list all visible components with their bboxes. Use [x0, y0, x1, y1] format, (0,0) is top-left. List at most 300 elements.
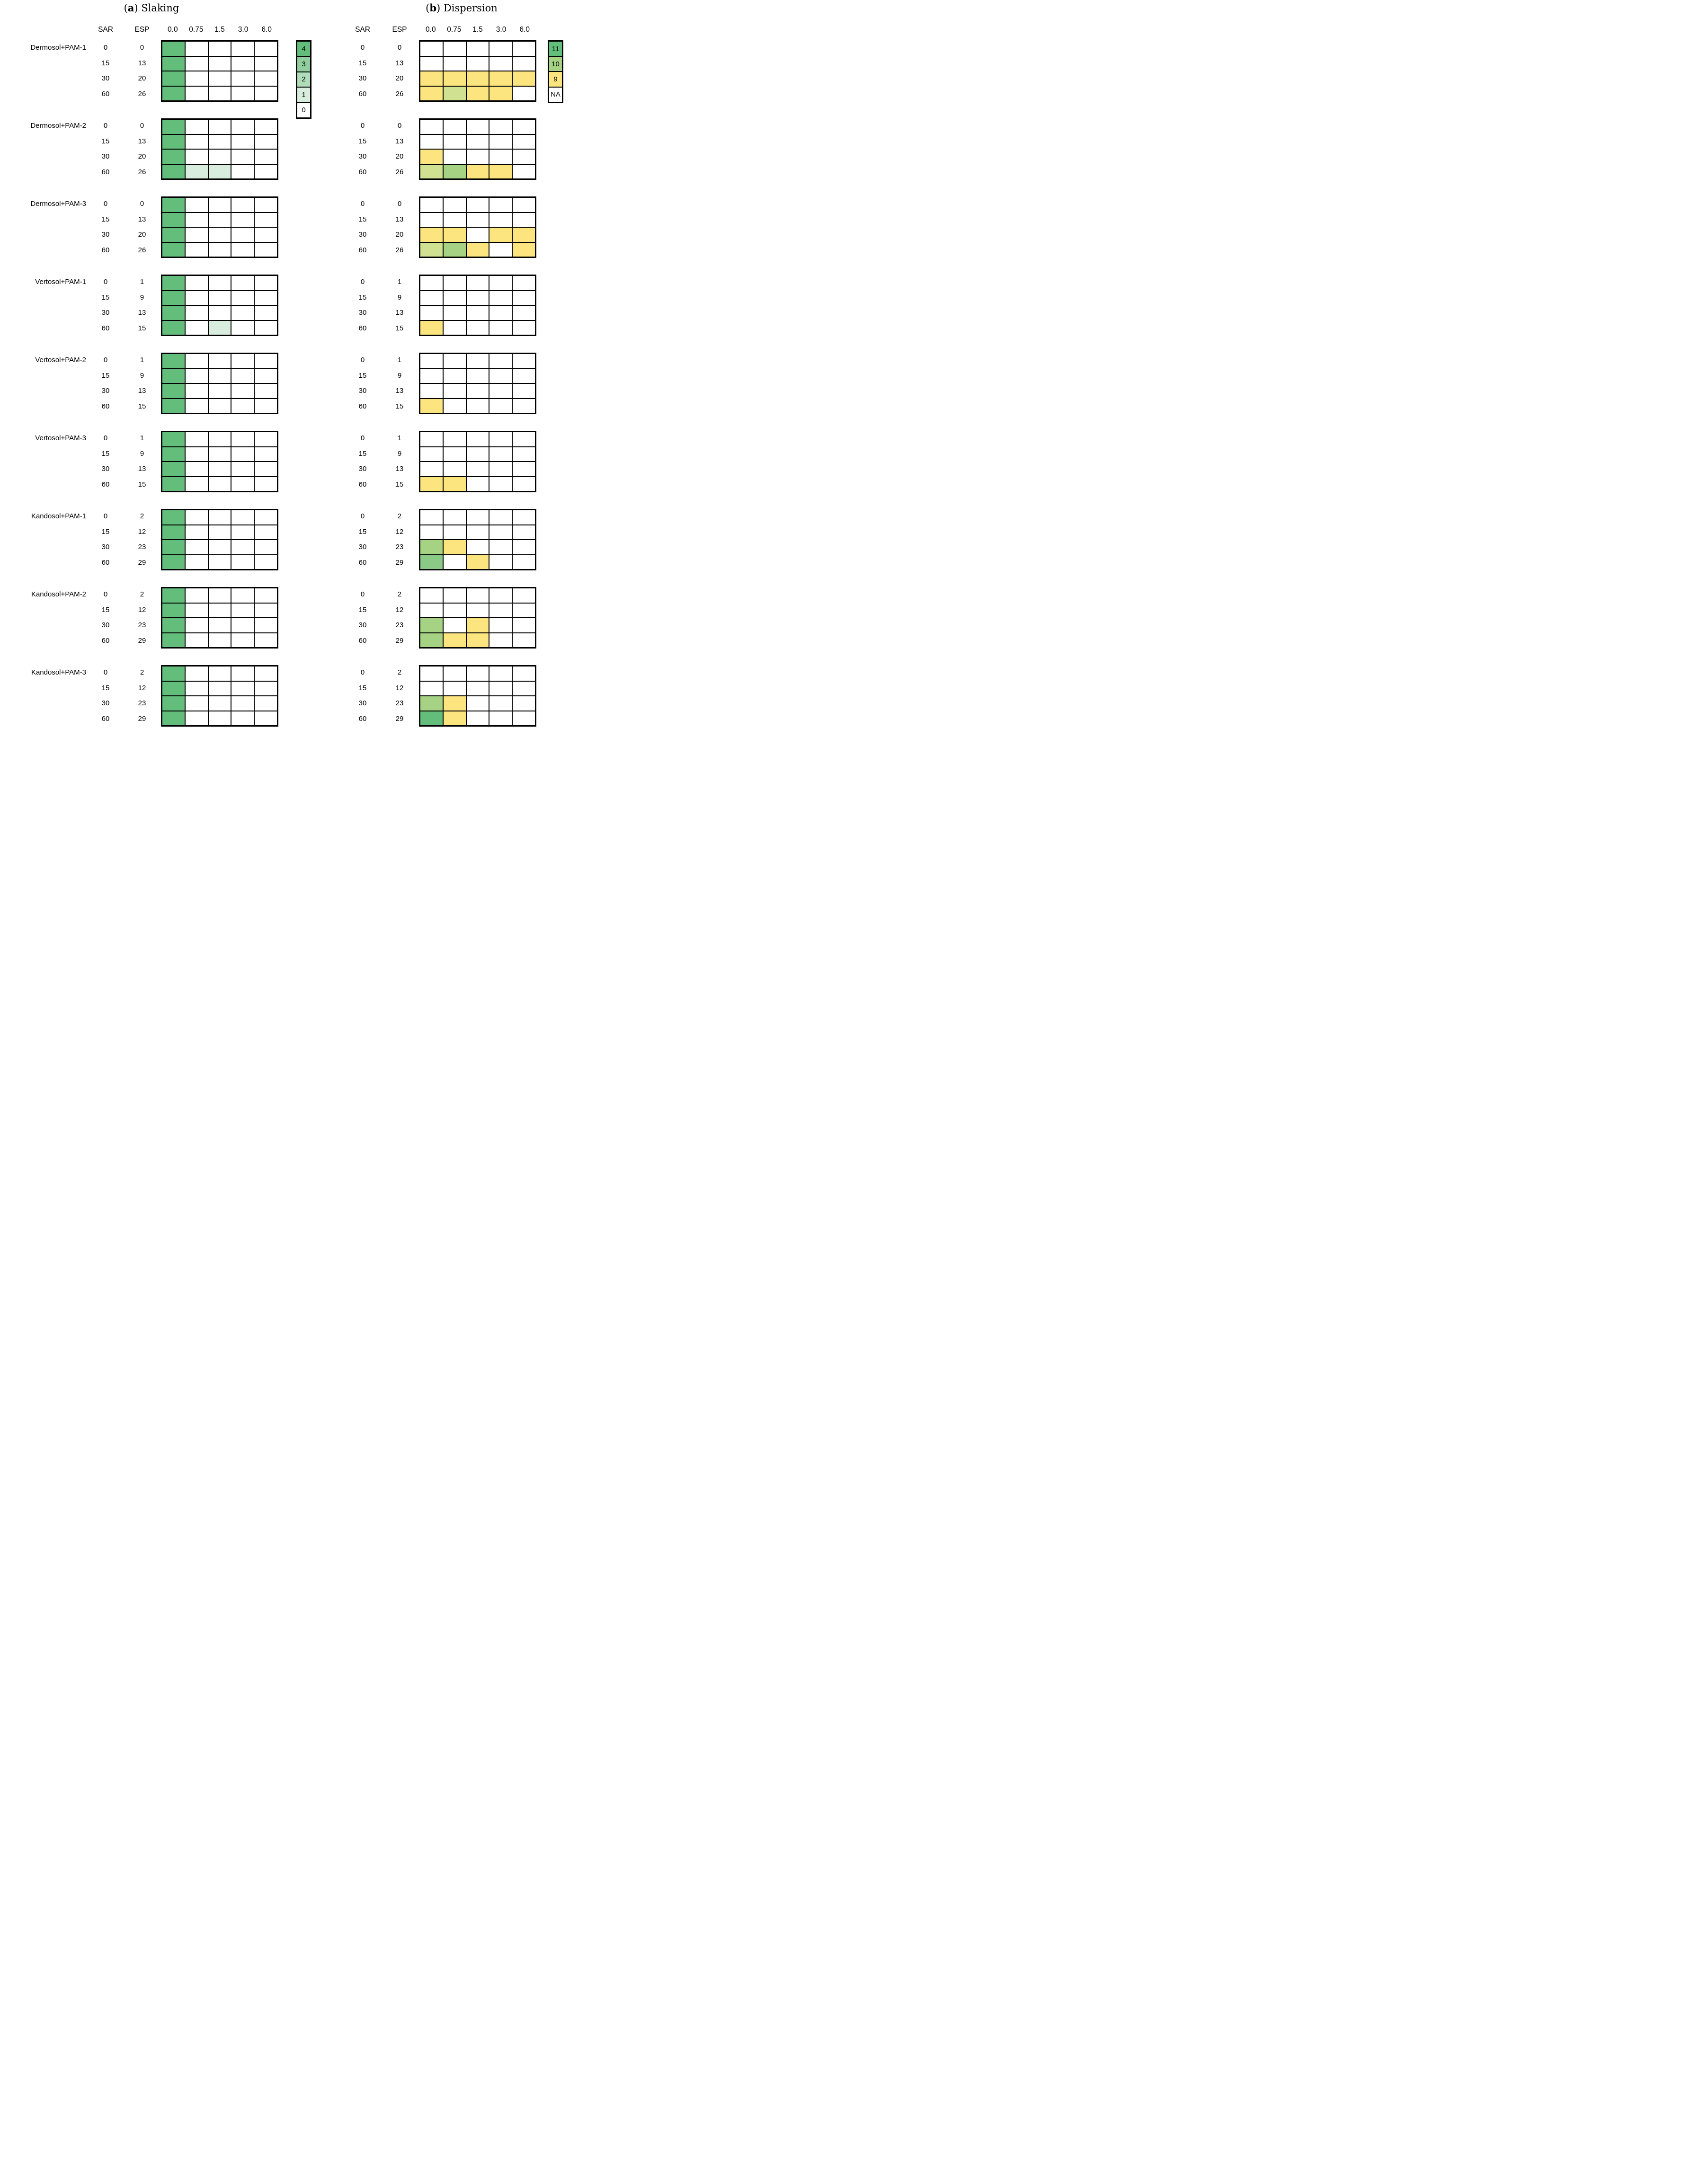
dispersion-esp-value: 1: [397, 434, 402, 442]
dispersion-esp-value: 0: [397, 200, 402, 208]
dispersion-esp-value: 26: [395, 89, 404, 98]
dispersion-esp-value: 0: [397, 44, 402, 52]
dispersion-esp-value: 13: [395, 137, 404, 145]
dispersion-cell: [489, 510, 512, 524]
slaking-cell: [162, 354, 185, 368]
dispersion-cell: [467, 604, 489, 618]
slaking-cell: [186, 666, 208, 681]
slaking-cell: [209, 150, 231, 164]
slaking-cell: [231, 462, 254, 476]
slaking-cell: [255, 57, 277, 71]
dispersion-esp-value: 29: [395, 636, 404, 645]
dispersion-sar-value: 15: [358, 684, 367, 692]
dispersion-cell: [444, 135, 466, 149]
slaking-legend-cell: 3: [297, 57, 310, 71]
dispersion-cell: [513, 321, 535, 335]
slaking-sar-value: 60: [101, 168, 110, 176]
dispersion-cell: [420, 291, 443, 305]
slaking-esp-value: 0: [140, 44, 144, 52]
dispersion-cell: [513, 399, 535, 413]
dispersion-sar-value: 30: [358, 309, 367, 317]
group-label: Dermosol+PAM-1: [30, 44, 86, 52]
dispersion-cell: [467, 42, 489, 56]
slaking-esp-value: 13: [138, 387, 146, 395]
slaking-esp-value: 2: [140, 512, 144, 520]
dispersion-cell: [467, 120, 489, 134]
slaking-cell: [209, 369, 231, 383]
dispersion-cell: [420, 384, 443, 398]
dispersion-cell: [513, 666, 535, 681]
slaking-cell: [255, 369, 277, 383]
slaking-cell: [231, 555, 254, 569]
dispersion-sar-value: 15: [358, 293, 367, 302]
slaking-cell: [186, 510, 208, 524]
slaking-cell: [209, 555, 231, 569]
dispersion-sar-value: 0: [360, 200, 365, 208]
dispersion-cell: [489, 276, 512, 290]
slaking-cell: [255, 432, 277, 446]
dispersion-grid: [419, 40, 536, 102]
dispersion-cell: [513, 369, 535, 383]
slaking-esp-value: 13: [138, 215, 146, 223]
dispersion-esp-value: 26: [395, 246, 404, 254]
slaking-cell: [162, 588, 185, 603]
dispersion-rate-header: 6.0: [519, 26, 530, 34]
dispersion-cell: [420, 604, 443, 618]
slaking-sar-value: 15: [101, 684, 110, 692]
slaking-sar-value: 60: [101, 402, 110, 410]
slaking-esp-value: 13: [138, 59, 146, 67]
slaking-esp-value: 9: [140, 449, 144, 458]
slaking-cell: [255, 384, 277, 398]
dispersion-esp-value: 9: [397, 371, 402, 380]
dispersion-cell: [467, 369, 489, 383]
dispersion-esp-header: ESP: [392, 26, 407, 34]
slaking-cell: [162, 633, 185, 648]
slaking-cell: [162, 243, 185, 257]
slaking-esp-value: 2: [140, 590, 144, 598]
slaking-cell: [255, 588, 277, 603]
dispersion-cell: [467, 588, 489, 603]
dispersion-sar-value: 30: [358, 74, 367, 82]
slaking-cell: [209, 696, 231, 711]
dispersion-sar-value: 30: [358, 699, 367, 707]
dispersion-cell: [489, 150, 512, 164]
dispersion-cell: [420, 150, 443, 164]
dispersion-cell: [444, 555, 466, 569]
dispersion-esp-value: 1: [397, 278, 402, 286]
slaking-grid: [161, 431, 278, 492]
dispersion-cell: [444, 618, 466, 632]
slaking-grid: [161, 275, 278, 336]
slaking-sar-value: 30: [101, 699, 110, 707]
slaking-sar-value: 60: [101, 636, 110, 645]
slaking-cell: [231, 510, 254, 524]
slaking-sar-value: 60: [101, 89, 110, 98]
slaking-cell: [186, 354, 208, 368]
slaking-cell: [255, 213, 277, 227]
dispersion-cell: [420, 42, 443, 56]
slaking-cell: [186, 540, 208, 554]
slaking-sar-value: 30: [101, 543, 110, 551]
dispersion-cell: [513, 477, 535, 491]
slaking-grid: [161, 665, 278, 727]
slaking-cell: [231, 711, 254, 726]
slaking-sar-value: 15: [101, 215, 110, 223]
dispersion-cell: [444, 711, 466, 726]
slaking-cell: [255, 321, 277, 335]
slaking-grid: [161, 118, 278, 180]
dispersion-sar-value: 30: [358, 621, 367, 629]
slaking-cell: [162, 618, 185, 632]
dispersion-cell: [489, 369, 512, 383]
dispersion-cell: [513, 633, 535, 648]
dispersion-rate-header: 0.75: [447, 26, 462, 34]
slaking-sar-value: 15: [101, 449, 110, 458]
slaking-cell: [255, 525, 277, 540]
slaking-cell: [255, 618, 277, 632]
dispersion-cell: [444, 604, 466, 618]
slaking-cell: [231, 604, 254, 618]
dispersion-cell: [420, 510, 443, 524]
dispersion-cell: [513, 711, 535, 726]
slaking-cell: [162, 510, 185, 524]
slaking-esp-value: 29: [138, 714, 146, 723]
slaking-cell: [231, 71, 254, 86]
slaking-cell: [162, 711, 185, 726]
dispersion-cell: [444, 165, 466, 179]
dispersion-cell: [489, 165, 512, 179]
slaking-grid: [161, 509, 278, 570]
dispersion-cell: [420, 711, 443, 726]
dispersion-cell: [420, 682, 443, 696]
slaking-cell: [231, 447, 254, 462]
dispersion-cell: [489, 447, 512, 462]
slaking-sar-value: 15: [101, 605, 110, 614]
slaking-cell: [162, 57, 185, 71]
slaking-cell: [255, 477, 277, 491]
slaking-cell: [255, 150, 277, 164]
dispersion-esp-value: 15: [395, 324, 404, 332]
slaking-cell: [186, 228, 208, 242]
dispersion-cell: [420, 228, 443, 242]
dispersion-cell: [513, 682, 535, 696]
slaking-cell: [209, 477, 231, 491]
dispersion-cell: [420, 243, 443, 257]
slaking-cell: [255, 198, 277, 212]
slaking-cell: [186, 198, 208, 212]
dispersion-cell: [444, 447, 466, 462]
slaking-cell: [186, 369, 208, 383]
slaking-cell: [255, 462, 277, 476]
dispersion-cell: [513, 432, 535, 446]
dispersion-sar-value: 30: [358, 152, 367, 160]
dispersion-cell: [444, 682, 466, 696]
dispersion-cell: [444, 477, 466, 491]
dispersion-rate-header: 0.0: [426, 26, 436, 34]
dispersion-cell: [489, 633, 512, 648]
dispersion-sar-value: 15: [358, 59, 367, 67]
slaking-cell: [231, 666, 254, 681]
dispersion-cell: [467, 711, 489, 726]
slaking-legend: [296, 40, 311, 119]
dispersion-cell: [444, 228, 466, 242]
slaking-cell: [231, 696, 254, 711]
dispersion-cell: [489, 399, 512, 413]
dispersion-cell: [489, 432, 512, 446]
slaking-cell: [209, 525, 231, 540]
dispersion-esp-value: 1: [397, 356, 402, 364]
dispersion-cell: [420, 432, 443, 446]
dispersion-cell: [489, 135, 512, 149]
slaking-rate-header: 0.75: [189, 26, 204, 34]
dispersion-cell: [513, 71, 535, 86]
slaking-cell: [186, 276, 208, 290]
slaking-cell: [255, 604, 277, 618]
dispersion-cell: [420, 213, 443, 227]
dispersion-legend: [548, 40, 563, 103]
slaking-cell: [255, 666, 277, 681]
dispersion-esp-value: 13: [395, 465, 404, 473]
dispersion-cell: [489, 228, 512, 242]
dispersion-esp-value: 2: [397, 512, 402, 520]
slaking-cell: [209, 243, 231, 257]
slaking-cell: [209, 666, 231, 681]
dispersion-cell: [444, 696, 466, 711]
panel-a-title: [124, 2, 179, 14]
dispersion-cell: [467, 618, 489, 632]
dispersion-cell: [420, 120, 443, 134]
slaking-cell: [162, 291, 185, 305]
slaking-cell: [162, 666, 185, 681]
dispersion-cell: [444, 540, 466, 554]
slaking-cell: [231, 321, 254, 335]
dispersion-cell: [489, 618, 512, 632]
slaking-cell: [162, 682, 185, 696]
slaking-sar-value: 0: [103, 278, 108, 286]
dispersion-cell: [444, 588, 466, 603]
slaking-cell: [231, 354, 254, 368]
dispersion-cell: [467, 198, 489, 212]
dispersion-esp-value: 12: [395, 527, 404, 536]
slaking-cell: [209, 321, 231, 335]
dispersion-cell: [467, 321, 489, 335]
dispersion-cell: [467, 696, 489, 711]
slaking-cell: [162, 555, 185, 569]
dispersion-cell: [467, 228, 489, 242]
slaking-cell: [162, 165, 185, 179]
dispersion-grid: [419, 118, 536, 180]
slaking-cell: [162, 447, 185, 462]
dispersion-cell: [444, 384, 466, 398]
slaking-cell: [209, 135, 231, 149]
slaking-cell: [231, 682, 254, 696]
slaking-esp-value: 26: [138, 246, 146, 254]
group-label: Kandosol+PAM-3: [31, 668, 86, 676]
dispersion-sar-value: 15: [358, 137, 367, 145]
slaking-cell: [209, 165, 231, 179]
dispersion-grid: [419, 587, 536, 649]
dispersion-cell: [467, 165, 489, 179]
dispersion-sar-value: 0: [360, 512, 365, 520]
slaking-cell: [186, 120, 208, 134]
slaking-cell: [186, 213, 208, 227]
dispersion-sar-value: 0: [360, 668, 365, 676]
dispersion-legend-cell: 11: [549, 42, 562, 56]
dispersion-esp-value: 20: [395, 74, 404, 82]
slaking-cell: [231, 432, 254, 446]
slaking-esp-value: 9: [140, 293, 144, 302]
slaking-sar-value: 30: [101, 621, 110, 629]
dispersion-esp-value: 9: [397, 293, 402, 302]
dispersion-cell: [467, 447, 489, 462]
dispersion-sar-value: 30: [358, 543, 367, 551]
slaking-cell: [231, 243, 254, 257]
slaking-cell: [186, 711, 208, 726]
slaking-cell: [255, 120, 277, 134]
dispersion-sar-value: 15: [358, 215, 367, 223]
slaking-sar-value: 0: [103, 200, 108, 208]
slaking-sar-value: 0: [103, 434, 108, 442]
slaking-cell: [162, 604, 185, 618]
slaking-cell: [186, 588, 208, 603]
dispersion-cell: [420, 135, 443, 149]
slaking-esp-value: 29: [138, 636, 146, 645]
slaking-cell: [231, 540, 254, 554]
dispersion-cell: [513, 57, 535, 71]
slaking-cell: [186, 135, 208, 149]
dispersion-sar-value: 0: [360, 434, 365, 442]
slaking-cell: [231, 618, 254, 632]
slaking-esp-value: 12: [138, 605, 146, 614]
dispersion-sar-value: 30: [358, 387, 367, 395]
slaking-cell: [162, 525, 185, 540]
dispersion-cell: [489, 120, 512, 134]
group-label: Vertosol+PAM-2: [35, 356, 86, 364]
dispersion-cell: [489, 42, 512, 56]
slaking-cell: [231, 477, 254, 491]
slaking-esp-value: 23: [138, 699, 146, 707]
dispersion-cell: [489, 306, 512, 320]
slaking-cell: [162, 87, 185, 101]
dispersion-cell: [420, 477, 443, 491]
slaking-cell: [255, 447, 277, 462]
slaking-cell: [186, 447, 208, 462]
group-label: Dermosol+PAM-2: [30, 122, 86, 130]
dispersion-sar-value: 60: [358, 246, 367, 254]
dispersion-esp-value: 23: [395, 699, 404, 707]
slaking-cell: [162, 462, 185, 476]
dispersion-cell: [444, 432, 466, 446]
dispersion-cell: [420, 633, 443, 648]
slaking-cell: [255, 42, 277, 56]
slaking-cell: [209, 87, 231, 101]
slaking-cell: [255, 555, 277, 569]
dispersion-sar-value: 0: [360, 44, 365, 52]
slaking-sar-value: 60: [101, 558, 110, 567]
dispersion-cell: [444, 291, 466, 305]
slaking-cell: [186, 633, 208, 648]
dispersion-cell: [420, 369, 443, 383]
slaking-esp-value: 15: [138, 480, 146, 489]
dispersion-grid: [419, 275, 536, 336]
dispersion-cell: [513, 165, 535, 179]
dispersion-cell: [467, 87, 489, 101]
slaking-cell: [162, 696, 185, 711]
dispersion-cell: [467, 243, 489, 257]
slaking-esp-value: 15: [138, 324, 146, 332]
slaking-cell: [255, 228, 277, 242]
figure-root: [0, 0, 569, 727]
slaking-cell: [255, 682, 277, 696]
group-label: Kandosol+PAM-2: [31, 590, 86, 598]
dispersion-cell: [513, 618, 535, 632]
slaking-cell: [162, 42, 185, 56]
slaking-sar-value: 0: [103, 590, 108, 598]
slaking-esp-value: 12: [138, 684, 146, 692]
dispersion-cell: [489, 711, 512, 726]
dispersion-sar-header: SAR: [355, 26, 370, 34]
panel-a-title-letter: a: [127, 2, 134, 14]
slaking-cell: [255, 354, 277, 368]
slaking-esp-header: ESP: [134, 26, 150, 34]
slaking-cell: [209, 432, 231, 446]
slaking-esp-value: 0: [140, 122, 144, 130]
dispersion-cell: [420, 165, 443, 179]
slaking-cell: [162, 540, 185, 554]
dispersion-cell: [513, 198, 535, 212]
dispersion-esp-value: 23: [395, 621, 404, 629]
dispersion-cell: [467, 71, 489, 86]
slaking-cell: [162, 228, 185, 242]
slaking-cell: [209, 447, 231, 462]
dispersion-cell: [489, 71, 512, 86]
dispersion-esp-value: 29: [395, 714, 404, 723]
slaking-esp-value: 20: [138, 74, 146, 82]
dispersion-cell: [513, 291, 535, 305]
slaking-cell: [231, 150, 254, 164]
dispersion-cell: [444, 399, 466, 413]
slaking-esp-value: 13: [138, 137, 146, 145]
dispersion-cell: [467, 666, 489, 681]
slaking-sar-value: 0: [103, 44, 108, 52]
dispersion-esp-value: 20: [395, 231, 404, 239]
dispersion-sar-value: 0: [360, 356, 365, 364]
panel-a-title-paren: (: [124, 2, 128, 14]
dispersion-sar-value: 30: [358, 231, 367, 239]
dispersion-cell: [467, 384, 489, 398]
dispersion-esp-value: 13: [395, 309, 404, 317]
slaking-legend-cell: 0: [297, 103, 310, 117]
dispersion-grid: [419, 665, 536, 727]
dispersion-cell: [513, 510, 535, 524]
slaking-cell: [209, 633, 231, 648]
slaking-cell: [209, 682, 231, 696]
slaking-cell: [186, 165, 208, 179]
slaking-grid: [161, 196, 278, 258]
dispersion-sar-value: 30: [358, 465, 367, 473]
group-label: Vertosol+PAM-3: [35, 434, 86, 442]
dispersion-cell: [489, 477, 512, 491]
dispersion-cell: [467, 399, 489, 413]
dispersion-legend-cell: NA: [549, 88, 562, 102]
dispersion-cell: [513, 276, 535, 290]
dispersion-cell: [467, 510, 489, 524]
dispersion-esp-value: 26: [395, 168, 404, 176]
slaking-sar-value: 30: [101, 152, 110, 160]
slaking-cell: [231, 291, 254, 305]
dispersion-cell: [420, 87, 443, 101]
